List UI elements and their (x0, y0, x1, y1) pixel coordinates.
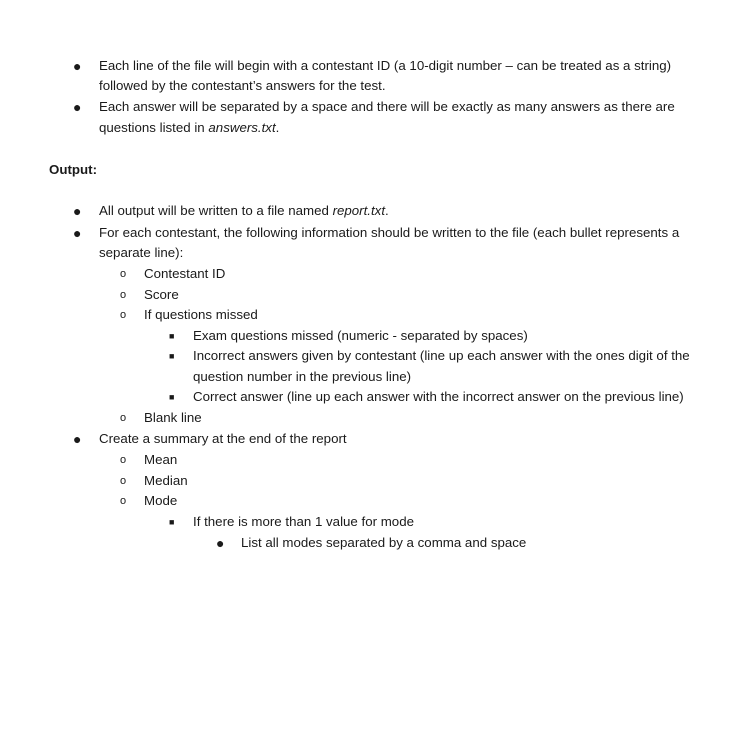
output-bullet-1 (99, 201, 389, 221)
text: . (275, 120, 280, 135)
mode-list-all: List all modes separated by a comma and space (241, 535, 527, 550)
missed-incorrect-line-1: Incorrect answers given by contestant (line up each answer with the ones digit of the (193, 348, 690, 363)
output-bullet-3: Create a summary at the end of the report (99, 431, 347, 446)
text: . (385, 203, 389, 218)
intro-bullet-2-line-2 (99, 118, 279, 138)
intro-bullet-1-line-2: followed by the contestant’s answers for the test. (99, 78, 386, 93)
output-bullet-2-line-2: separate line): (99, 245, 184, 260)
bullet-square: ■ (169, 392, 175, 402)
bullet-circle: o (120, 289, 127, 301)
bullet-circle: o (120, 309, 127, 321)
output-bullet-2-line-1: For each contestant, the following information should be written to the file (each bullet represents a (99, 225, 680, 240)
missed-incorrect-line-2: question number in the previous line) (193, 369, 412, 384)
missed-exam-questions: Exam questions missed (numeric - separated by spaces) (193, 328, 528, 343)
bullet-circle: o (120, 475, 127, 487)
bullet-circle: o (120, 412, 127, 424)
filename-answers: answers.txt (208, 120, 276, 135)
summary-median: Median (144, 473, 188, 488)
text: questions listed in (99, 120, 209, 135)
bullet-circle: o (120, 454, 127, 466)
sub-item-blank-line: Blank line (144, 410, 202, 425)
bullet-dot: ● (73, 225, 82, 241)
sub-item-if-missed: If questions missed (144, 307, 258, 322)
bullet-square: ■ (169, 331, 175, 341)
text: All output will be written to a file named (99, 203, 333, 218)
bullet-dot: ● (73, 58, 82, 74)
sub-item-score: Score (144, 287, 179, 302)
bullet-dot: ● (73, 431, 82, 447)
bullet-square: ■ (169, 517, 175, 527)
bullet-dot: ● (73, 99, 82, 115)
bullet-circle: o (120, 268, 127, 280)
intro-bullet-1-line-1: Each line of the file will begin with a contestant ID (a 10-digit number – can be treated as a string) (99, 58, 672, 73)
bullet-dot: ● (216, 535, 225, 551)
mode-multiple-values: If there is more than 1 value for mode (193, 514, 414, 529)
intro-bullet-2-line-1: Each answer will be separated by a space and there will be exactly as many answers as there are (99, 99, 675, 114)
sub-item-contestant-id: Contestant ID (144, 266, 226, 281)
bullet-circle: o (120, 495, 127, 507)
filename-report: report.txt (332, 203, 386, 218)
missed-correct-answer: Correct answer (line up each answer with the incorrect answer on the previous line) (193, 389, 684, 404)
bullet-dot: ● (73, 203, 82, 219)
summary-mean: Mean (144, 452, 178, 467)
summary-mode: Mode (144, 493, 178, 508)
section-heading-output: Output: (49, 162, 97, 177)
bullet-square: ■ (169, 351, 175, 361)
